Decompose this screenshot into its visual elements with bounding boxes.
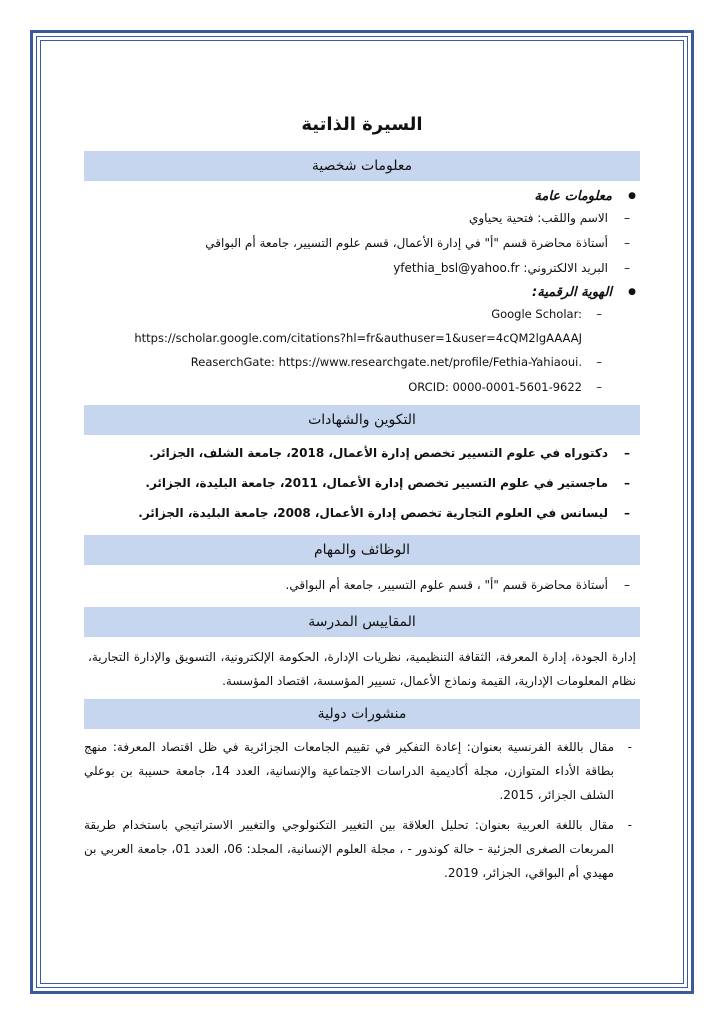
education-item: – ليسانس في العلوم التجارية تخصص إدارة الأعمال، 2008، جامعة البليدة، الجزائر. <box>84 505 640 521</box>
education-section <box>84 445 640 521</box>
section-header-personal: معلومات شخصية <box>84 151 640 181</box>
cv-page <box>84 100 640 895</box>
section-header-publications: منشورات دولية <box>84 699 640 729</box>
section-header-courses: المقاييس المدرسة <box>84 607 640 637</box>
google-scholar-link[interactable]: https://scholar.google.com/citations?hl=fr&authuser=1&user=4cQM2lgAAAAJ <box>134 331 582 345</box>
education-item: – دكتوراه في علوم التسيير تخصص إدارة الأعمال، 2018، جامعة الشلف، الجزائر. <box>84 445 640 461</box>
personal-section <box>84 189 640 395</box>
publication-item: - مقال باللغة الفرنسية بعنوان: إعادة التفكير في تقييم الجامعات الجزائرية في ظل اقتصاد المعرفة: منهج بطاقة الأداء المتوازن، مجلة أكاديمية الدراسات الاجتماعية والإنسانية، العدد 14، جامعة حسيبة بن بوعلي الشلف الجزائر، 2015. <box>84 735 640 807</box>
google-scholar-label: – Google Scholar: <box>84 306 640 322</box>
job-item: – أستاذة محاضرة قسم "أ" ، قسم علوم التسيير، جامعة أم البواقي. <box>84 577 640 593</box>
courses-text: إدارة الجودة، إدارة المعرفة، الثقافة التنظيمية، نظريات الإدارة، الحكومة الإلكترونية، التسويق والإدارة التجارية، نظام المعلومات الإدارية، القيمة ونماذج الأعمال، تسيير المؤسسة، اقتصاد المؤسسة. <box>88 650 636 688</box>
section-header-education: التكوين والشهادات <box>84 405 640 435</box>
publications-section <box>84 735 640 885</box>
general-info-heading: ● معلومات عامة <box>84 189 612 204</box>
position-line: – أستاذة محاضرة قسم "أ" في إدارة الأعمال، قسم علوم التسيير، جامعة أم البواقي <box>84 235 640 251</box>
researchgate-link[interactable]: ReaserchGate: https://www.researchgate.net/profile/Fethia-Yahiaoui. <box>190 355 582 369</box>
jobs-section <box>84 577 640 593</box>
page-title: السيرة الذاتية <box>301 114 423 135</box>
section-header-jobs: الوظائف والمهام <box>84 535 640 565</box>
education-item: – ماجستير في علوم التسيير تخصص إدارة الأعمال، 2011، جامعة البليدة، الجزائر. <box>84 475 640 491</box>
orcid-line: – ORCID: 0000-0001-5601-9622 <box>84 379 640 395</box>
publication-item: - مقال باللغة العربية بعنوان: تحليل العلاقة بين التغيير التكنولوجي والتغيير الاستراتيجي باستخدام طريقة المربعات الصغرى الجزئية - حالة كوندور - ، مجلة العلوم الإنسانية، المجلد: 06، العدد 01، جامعة العربي بن مهيدي أم البواقي، الجزائر، 2019. <box>84 813 640 885</box>
email-line: – البريد الالكتروني: yfethia_bsl@yahoo.fr <box>84 260 640 276</box>
digital-identity-heading: ● الهوية الرقمية: <box>84 285 612 300</box>
researchgate-line <box>84 354 640 370</box>
name-line: – الاسم واللقب: فتحية يحياوي <box>84 210 640 226</box>
